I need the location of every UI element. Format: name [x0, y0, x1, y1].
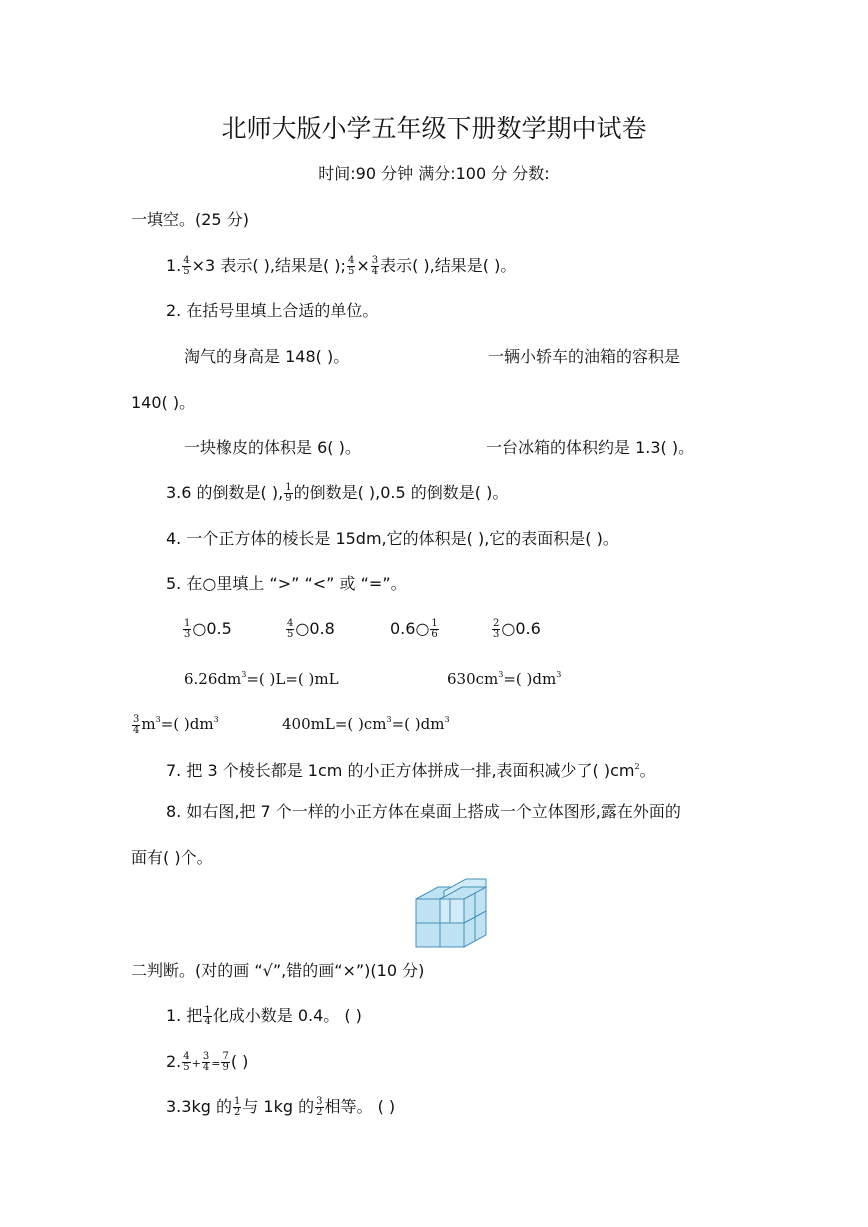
- q1-text-b: 表示( ),结果是( )。: [380, 256, 517, 275]
- q5-compare-1: $\frac{1}{3}$ ○0.5: [184, 618, 232, 640]
- q3-text-a: 3.6 的倒数是( ),: [166, 483, 284, 502]
- q2-item-c: 140( )。: [131, 393, 196, 412]
- fraction: $\frac{1}{9}$: [285, 482, 292, 504]
- question-8-cont: 面有( )个。: [131, 848, 213, 867]
- question-3: [166, 483, 508, 504]
- judge-2: 2. $\frac{4}{5}$ + $\frac{3}{4}$ = $\frac{7}{9}$ ( ): [166, 1051, 249, 1073]
- q5-compare-3: 0.6○ $\frac{1}{6}$: [390, 618, 438, 640]
- fraction: $\frac{4}{5}$: [347, 255, 355, 277]
- question-7: 7. 把 3 个棱长都是 1cm 的小正方体拼成一排,表面积减少了( )$cm^2$。: [166, 761, 656, 780]
- page-title: 北师大版小学五年级下册数学期中试卷: [221, 114, 647, 143]
- question-8: 8. 如右图,把 7 个一样的小正方体在桌面上搭成一个立体图形,露在外面的: [166, 802, 681, 821]
- q2-item-d: 一块橡皮的体积是 6( )。: [184, 438, 361, 457]
- section2-heading: 二判断。(对的画 “√”,错的画“×”)(10 分): [131, 961, 425, 980]
- q6-item-b: $630cm^3=$( )$dm^3$: [447, 670, 562, 688]
- fraction: $\frac{3}{4}$: [371, 255, 379, 277]
- q6-item-a: $6.26dm^3=$( )L=( )mL: [184, 670, 339, 688]
- cube-face: [440, 899, 464, 923]
- times-sign: ×: [356, 256, 370, 275]
- question-4: 4. 一个正方体的棱长是 15dm,它的体积是( ),它的表面积是( )。: [166, 529, 619, 548]
- cube-face: [440, 923, 464, 947]
- cube-face: [416, 923, 440, 947]
- q2-item-b: 一辆小轿车的油箱的容积是: [488, 347, 681, 366]
- question-5: 5. 在○里填上 “>” “<” 或 “=”。: [166, 574, 407, 593]
- q1-text-a: ×3 表示( ),结果是( );: [191, 256, 346, 275]
- q3-text-b: 的倒数是( ),0.5 的倒数是( )。: [293, 483, 509, 502]
- question-1: [166, 256, 516, 277]
- judge-1: 1. 把 $\frac{1}{4}$ 化成小数是 0.4。 ( ): [166, 1005, 362, 1027]
- q6-item-c: $\frac{3}{4}$ $m^3=$( )$dm^3$: [133, 713, 219, 736]
- q6-item-d: 400mL=( )$cm^3=$( )$dm^3$: [282, 715, 450, 733]
- judge-3: 3.3kg 的 $\frac{1}{2}$ 与 1kg 的 $\frac{3}{2}$ 相等。 ( ): [166, 1096, 396, 1118]
- cube-face: [416, 899, 440, 923]
- q5-compare-2: $\frac{4}{5}$ ○0.8: [287, 618, 335, 640]
- section1-heading: 一填空。(25 分): [131, 210, 249, 229]
- question-2: 2. 在括号里填上合适的单位。: [166, 301, 379, 320]
- exam-info: 时间:90 分钟 满分:100 分 分数:: [318, 164, 550, 183]
- cube-stack-figure: [414, 877, 488, 949]
- q5-compare-4: $\frac{2}{3}$ ○0.6: [493, 618, 541, 640]
- q2-item-e: 一台冰箱的体积约是 1.3( )。: [486, 438, 695, 457]
- fraction: $\frac{4}{5}$: [183, 255, 190, 277]
- q2-item-a: 淘气的身高是 148( )。: [184, 347, 350, 366]
- q1-prefix: 1.: [166, 256, 182, 275]
